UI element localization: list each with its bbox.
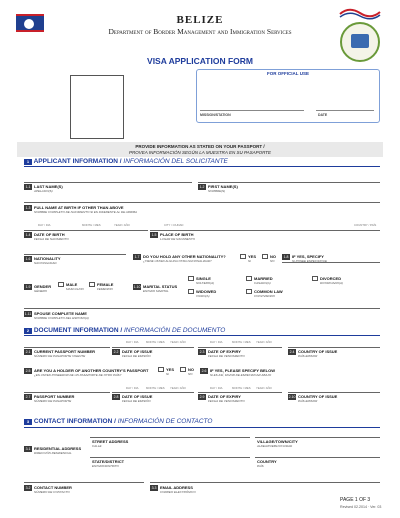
field-1-11-num: 1.11	[24, 312, 32, 316]
field-3-1-num: 3.1	[25, 447, 31, 451]
issue-mm-hint: MONTH / MES	[146, 340, 165, 344]
nationality-sub: NACIONALIDAD	[34, 261, 57, 265]
divorced-checkbox[interactable]	[312, 276, 318, 281]
section-1-title	[24, 158, 228, 165]
residential-address-sub: DIRECCIÓN RESIDENCIAL	[34, 451, 72, 455]
field-2-9-num: 2.9	[199, 395, 205, 399]
field-2-3-num: 2.3	[199, 350, 205, 354]
female-label: FEMALE	[97, 282, 114, 287]
dob-year-hint: YEAR / AÑO	[114, 223, 130, 227]
street-address-sub: CALLE	[92, 444, 102, 448]
field-1-2-num: 1.2	[199, 185, 205, 189]
field-2-6-num: 2.6	[201, 369, 207, 373]
email-input[interactable]	[150, 482, 380, 483]
email-label: EMAIL ADDRESS	[160, 485, 193, 490]
married-sub: CASADO(A)	[254, 281, 271, 285]
date-of-expiry-2-label: DATE OF EXPIRY	[208, 394, 241, 399]
full-name-birth-sub: NOMBRE COMPLETO DE NACIMIENTO SI ES DIFERENTE AL DE ARRIBA	[34, 210, 137, 214]
field-1-7-num: 1.7	[134, 255, 140, 259]
field-1-10-num: 1.10	[133, 285, 141, 289]
pob-label: PLACE OF BIRTH	[160, 232, 194, 237]
field-1-6-num: 1.6	[25, 257, 31, 261]
issue2-yy-hint: YEAR / AÑO	[170, 386, 186, 390]
section-2-num: 2	[24, 328, 32, 334]
other-passport-no-label: NO	[188, 367, 194, 372]
single-checkbox[interactable]	[188, 276, 194, 281]
contact-number-sub: NÚMERO DE CONTACTO	[34, 490, 70, 494]
section-1-title-es: INFORMACIÓN DEL SOLICITANTE	[123, 158, 228, 165]
section-3-rule	[24, 427, 380, 428]
gender-label: GENDER	[34, 284, 52, 289]
last-name-label: LAST NAME(S)	[34, 184, 63, 189]
specify-passport-label: IF YES, PLEASE SPECIFY BELOW	[210, 368, 275, 373]
dob-month-hint: MONTH / MES	[82, 223, 101, 227]
issue2-dd-hint: DAY / DIA	[126, 386, 139, 390]
passport-number-2-sub: NÚMERO DE PASAPORTE	[34, 399, 72, 403]
other-passport-no-checkbox[interactable]	[180, 367, 186, 372]
single-sub: SOLTERO(A)	[196, 281, 215, 285]
banner-es: PROVEA INFORMACIÓN SEGÚN LA MUESTRA EN SU PASAPORTE	[128, 150, 272, 155]
other-passport-label: ARE YOU A HOLDER OF ANOTHER COUNTRY'S PASSPORT	[34, 368, 149, 373]
pob-sub: LUGAR DE NACIMIENTO	[160, 237, 195, 241]
date-of-expiry-input[interactable]	[198, 347, 282, 348]
field-1-9-num: 1.9	[25, 285, 31, 289]
country-sub: PAÍS	[257, 464, 264, 468]
dob-input[interactable]	[24, 230, 148, 231]
common-law-label: COMMON LAW	[254, 289, 283, 294]
page-number: PAGE 1 OF 3	[340, 497, 371, 503]
expiry2-yy-hint: YEAR / AÑO	[256, 386, 272, 390]
mission-line	[200, 110, 304, 111]
field-1-1-num: 1.1	[25, 185, 31, 189]
official-use-title: FOR OFFICIAL USE	[267, 71, 309, 76]
passport-number-sub: NÚMERO DE PASAPORTE VIGENTE	[34, 354, 86, 358]
expiry-mm-hint: MONTH / MES	[232, 340, 251, 344]
street-address-input[interactable]	[90, 437, 250, 438]
other-nationality-si-label: SI	[248, 259, 251, 263]
date-of-issue-2-label: DATE OF ISSUE	[122, 394, 153, 399]
male-sub: MASCULINO	[66, 287, 84, 291]
date-of-issue-input[interactable]	[112, 347, 194, 348]
spouse-name-label: SPOUSE COMPLETE NAME	[34, 311, 87, 316]
field-2-5-num: 2.5	[25, 369, 31, 373]
date-of-expiry-label: DATE OF EXPIRY	[208, 349, 241, 354]
village-input[interactable]	[255, 437, 380, 438]
country-of-issue-sub: PAÍS EMISOR	[298, 354, 318, 358]
village-label: VILLAGE/TOWN/CITY	[257, 439, 298, 444]
section-3-title	[24, 418, 212, 425]
banner-en: PROVIDE INFORMATION AS STATED ON YOUR PASSPORT /	[135, 144, 265, 149]
expiry2-dd-hint: DAY / DIA	[210, 386, 223, 390]
first-name-label: FIRST NAME(S)	[208, 184, 238, 189]
other-nationality-no-label: NO	[270, 254, 276, 259]
section-1-num: 1	[24, 159, 32, 165]
section-2-title-en: DOCUMENT INFORMATION /	[33, 327, 123, 334]
other-nationality-sub: ¿TIENE USTED ALGUNA OTRA NACIONALIDAD?	[143, 259, 212, 263]
village-sub: ALDEA/PUEBLO/CIUDAD	[257, 444, 293, 448]
mission-label: MISSION/STATION	[200, 113, 231, 117]
field-3-3-num: 3.3	[151, 486, 157, 490]
divorced-label: DIVORCED	[320, 276, 342, 281]
field-2-8-num: 2.8	[113, 395, 119, 399]
form-title: VISA APPLICATION FORM	[147, 56, 253, 66]
passport-number-label: CURRENT PASSPORT NUMBER	[34, 349, 96, 354]
section-3-title-en: CONTACT INFORMATION /	[33, 418, 116, 425]
country-title: BELIZE	[176, 14, 224, 26]
country-of-issue-2-input[interactable]	[288, 392, 380, 393]
pob-input[interactable]	[150, 230, 380, 231]
date-of-expiry-2-sub: FECHA DE VENCIMIENTO	[208, 399, 245, 403]
field-1-4-num: 1.4	[25, 233, 31, 237]
field-2-1-num: 2.1	[25, 350, 31, 354]
field-2-2-num: 2.2	[113, 350, 119, 354]
field-1-3-num: 1.3	[25, 206, 31, 210]
nationality-input[interactable]	[24, 254, 126, 255]
expiry-yy-hint: YEAR / AÑO	[256, 340, 272, 344]
dob-label: DATE OF BIRTH	[34, 232, 65, 237]
other-passport-yes-checkbox[interactable]	[158, 367, 164, 372]
female-sub: FEMENINO	[97, 287, 113, 291]
field-2-4-num: 2.4	[289, 350, 295, 354]
date-of-expiry-sub: FECHA DE VENCIMIENTO	[208, 354, 245, 358]
expiry-dd-hint: DAY / DIA	[210, 340, 223, 344]
other-nationality-no-checkbox[interactable]	[262, 254, 268, 259]
section-2-rule	[24, 335, 380, 336]
country-of-issue-2-label: COUNTRY OF ISSUE	[298, 394, 338, 399]
date-of-issue-2-sub: FECHA DE EMISIÓN	[122, 399, 151, 403]
contact-number-label: CONTACT NUMBER	[34, 485, 72, 490]
issue-yy-hint: YEAR / AÑO	[170, 340, 186, 344]
other-passport-no-es-label: NO	[188, 372, 193, 376]
passport-number-2-input[interactable]	[24, 392, 110, 393]
issue2-mm-hint: MONTH / MES	[146, 386, 165, 390]
other-nationality-yes-label: YES	[248, 254, 257, 259]
state-input[interactable]	[90, 457, 250, 458]
date-label: DATE	[318, 113, 328, 117]
other-nationality-yes-checkbox[interactable]	[240, 254, 246, 259]
date-of-expiry-2-input[interactable]	[198, 392, 282, 393]
field-1-8-num: 1.8	[283, 255, 289, 259]
other-passport-sub: ¿ES USTED POSEEDOR DE UN PASAPORTE DE OTRO PAÍS?	[34, 373, 122, 377]
section-1-title-en: APPLICANT INFORMATION /	[33, 158, 122, 165]
first-name-sub: NOMBRE(S)	[208, 189, 226, 193]
section-3-title-es: INFORMACIÓN DE CONTACTO	[117, 418, 213, 425]
last-name-sub: APELLIDO(S)	[34, 189, 53, 193]
section-3-num: 3	[24, 419, 32, 425]
full-name-birth-label: FULL NAME AT BIRTH IF OTHER THAN ABOVE	[34, 205, 124, 210]
dob-sub: FECHA DE NACIMIENTO	[34, 237, 69, 241]
married-label: MARRIED	[254, 276, 273, 281]
section-1-rule	[24, 166, 380, 167]
female-checkbox[interactable]	[89, 282, 95, 287]
expiry2-mm-hint: MONTH / MES	[232, 386, 251, 390]
passport-number-input[interactable]	[24, 347, 110, 348]
other-nationality-label: DO YOU HOLD ANY OTHER NATIONALITY?	[143, 254, 226, 259]
specify-passport-sub: SI ES ASÍ, FAVOR DE ESPECIFICAR ABAJO	[210, 373, 272, 377]
other-passport-yes-label: YES	[166, 367, 175, 372]
pob-country-hint: COUNTRY / PAÍS	[354, 223, 377, 227]
widowed-sub: VIUDO(A)	[196, 294, 210, 298]
divorced-sub: DIVORCIADO(A)	[320, 281, 344, 285]
widowed-checkbox[interactable]	[188, 289, 194, 294]
other-passport-si-label: SI	[166, 372, 169, 376]
dob-day-hint: DAY / DIA	[38, 223, 51, 227]
passport-banner	[17, 142, 383, 157]
spouse-name-input[interactable]	[24, 308, 380, 309]
state-label: STATE/DISTRICT	[92, 459, 125, 464]
specify-nationality-label: IF YES, SPECIFY	[292, 254, 324, 259]
passport-number-2-label: PASSPORT NUMBER	[34, 394, 75, 399]
field-2-10-num: 2.10	[288, 395, 296, 399]
gender-sub: GÉNERO	[34, 289, 48, 293]
state-sub: ESTADO/DISTRITO	[92, 464, 119, 468]
section-2-title	[24, 327, 225, 334]
country-of-issue-2-sub: PAÍS EMISOR	[298, 399, 318, 403]
first-name-input[interactable]	[198, 182, 380, 183]
other-nationality-no-es-label: NO	[270, 259, 275, 263]
date-of-issue-sub: FECHA DE EMISIÓN	[122, 354, 151, 358]
date-line	[316, 110, 374, 111]
married-checkbox[interactable]	[246, 276, 252, 281]
marital-sub: ESTADO MARITAL	[143, 289, 169, 293]
email-sub: CORREO ELECTRÓNICO	[160, 490, 196, 494]
pob-city-hint: CITY / CIUDAD	[164, 223, 184, 227]
male-checkbox[interactable]	[58, 282, 64, 287]
department-title: Department of Border Management and Immigration Services	[108, 27, 292, 36]
country-of-issue-label: COUNTRY OF ISSUE	[298, 349, 338, 354]
marital-label: MARITAL STATUS	[143, 284, 178, 289]
last-name-input[interactable]	[24, 182, 192, 183]
date-of-issue-2-input[interactable]	[112, 392, 194, 393]
widowed-label: WIDOWED	[196, 289, 217, 294]
male-label: MALE	[66, 282, 78, 287]
country-of-issue-input[interactable]	[288, 347, 380, 348]
date-of-issue-label: DATE OF ISSUE	[122, 349, 153, 354]
contact-number-input[interactable]	[24, 482, 144, 483]
street-address-label: STREET ADDRESS	[92, 439, 129, 444]
full-name-birth-input[interactable]	[24, 202, 380, 203]
single-label: SINGLE	[196, 276, 211, 281]
country-input[interactable]	[255, 457, 380, 458]
common-law-checkbox[interactable]	[246, 289, 252, 294]
nationality-label: NATIONALITY	[34, 256, 61, 261]
spouse-name-sub: NOMBRE COMPLETO DEL ESPOSO(A)	[34, 316, 89, 320]
residential-address-label: RESIDENTIAL ADDRESS	[34, 446, 82, 451]
field-1-5-num: 1.5	[151, 233, 157, 237]
section-2-title-es: INFORMACIÓN DE DOCUMENTO	[123, 327, 226, 334]
photo-box[interactable]	[70, 75, 124, 139]
common-law-sub: CONVIVIENDO	[254, 294, 276, 298]
issue-dd-hint: DAY / DIA	[126, 340, 139, 344]
revision-note: Revised 02.2014 · Ver. 03	[340, 505, 382, 509]
field-2-7-num: 2.7	[25, 395, 31, 399]
country-label: COUNTRY	[257, 459, 277, 464]
specify-nationality-sub: SI POSEE ESPECIFIQUE	[292, 259, 328, 263]
field-3-2-num: 3.2	[25, 486, 31, 490]
